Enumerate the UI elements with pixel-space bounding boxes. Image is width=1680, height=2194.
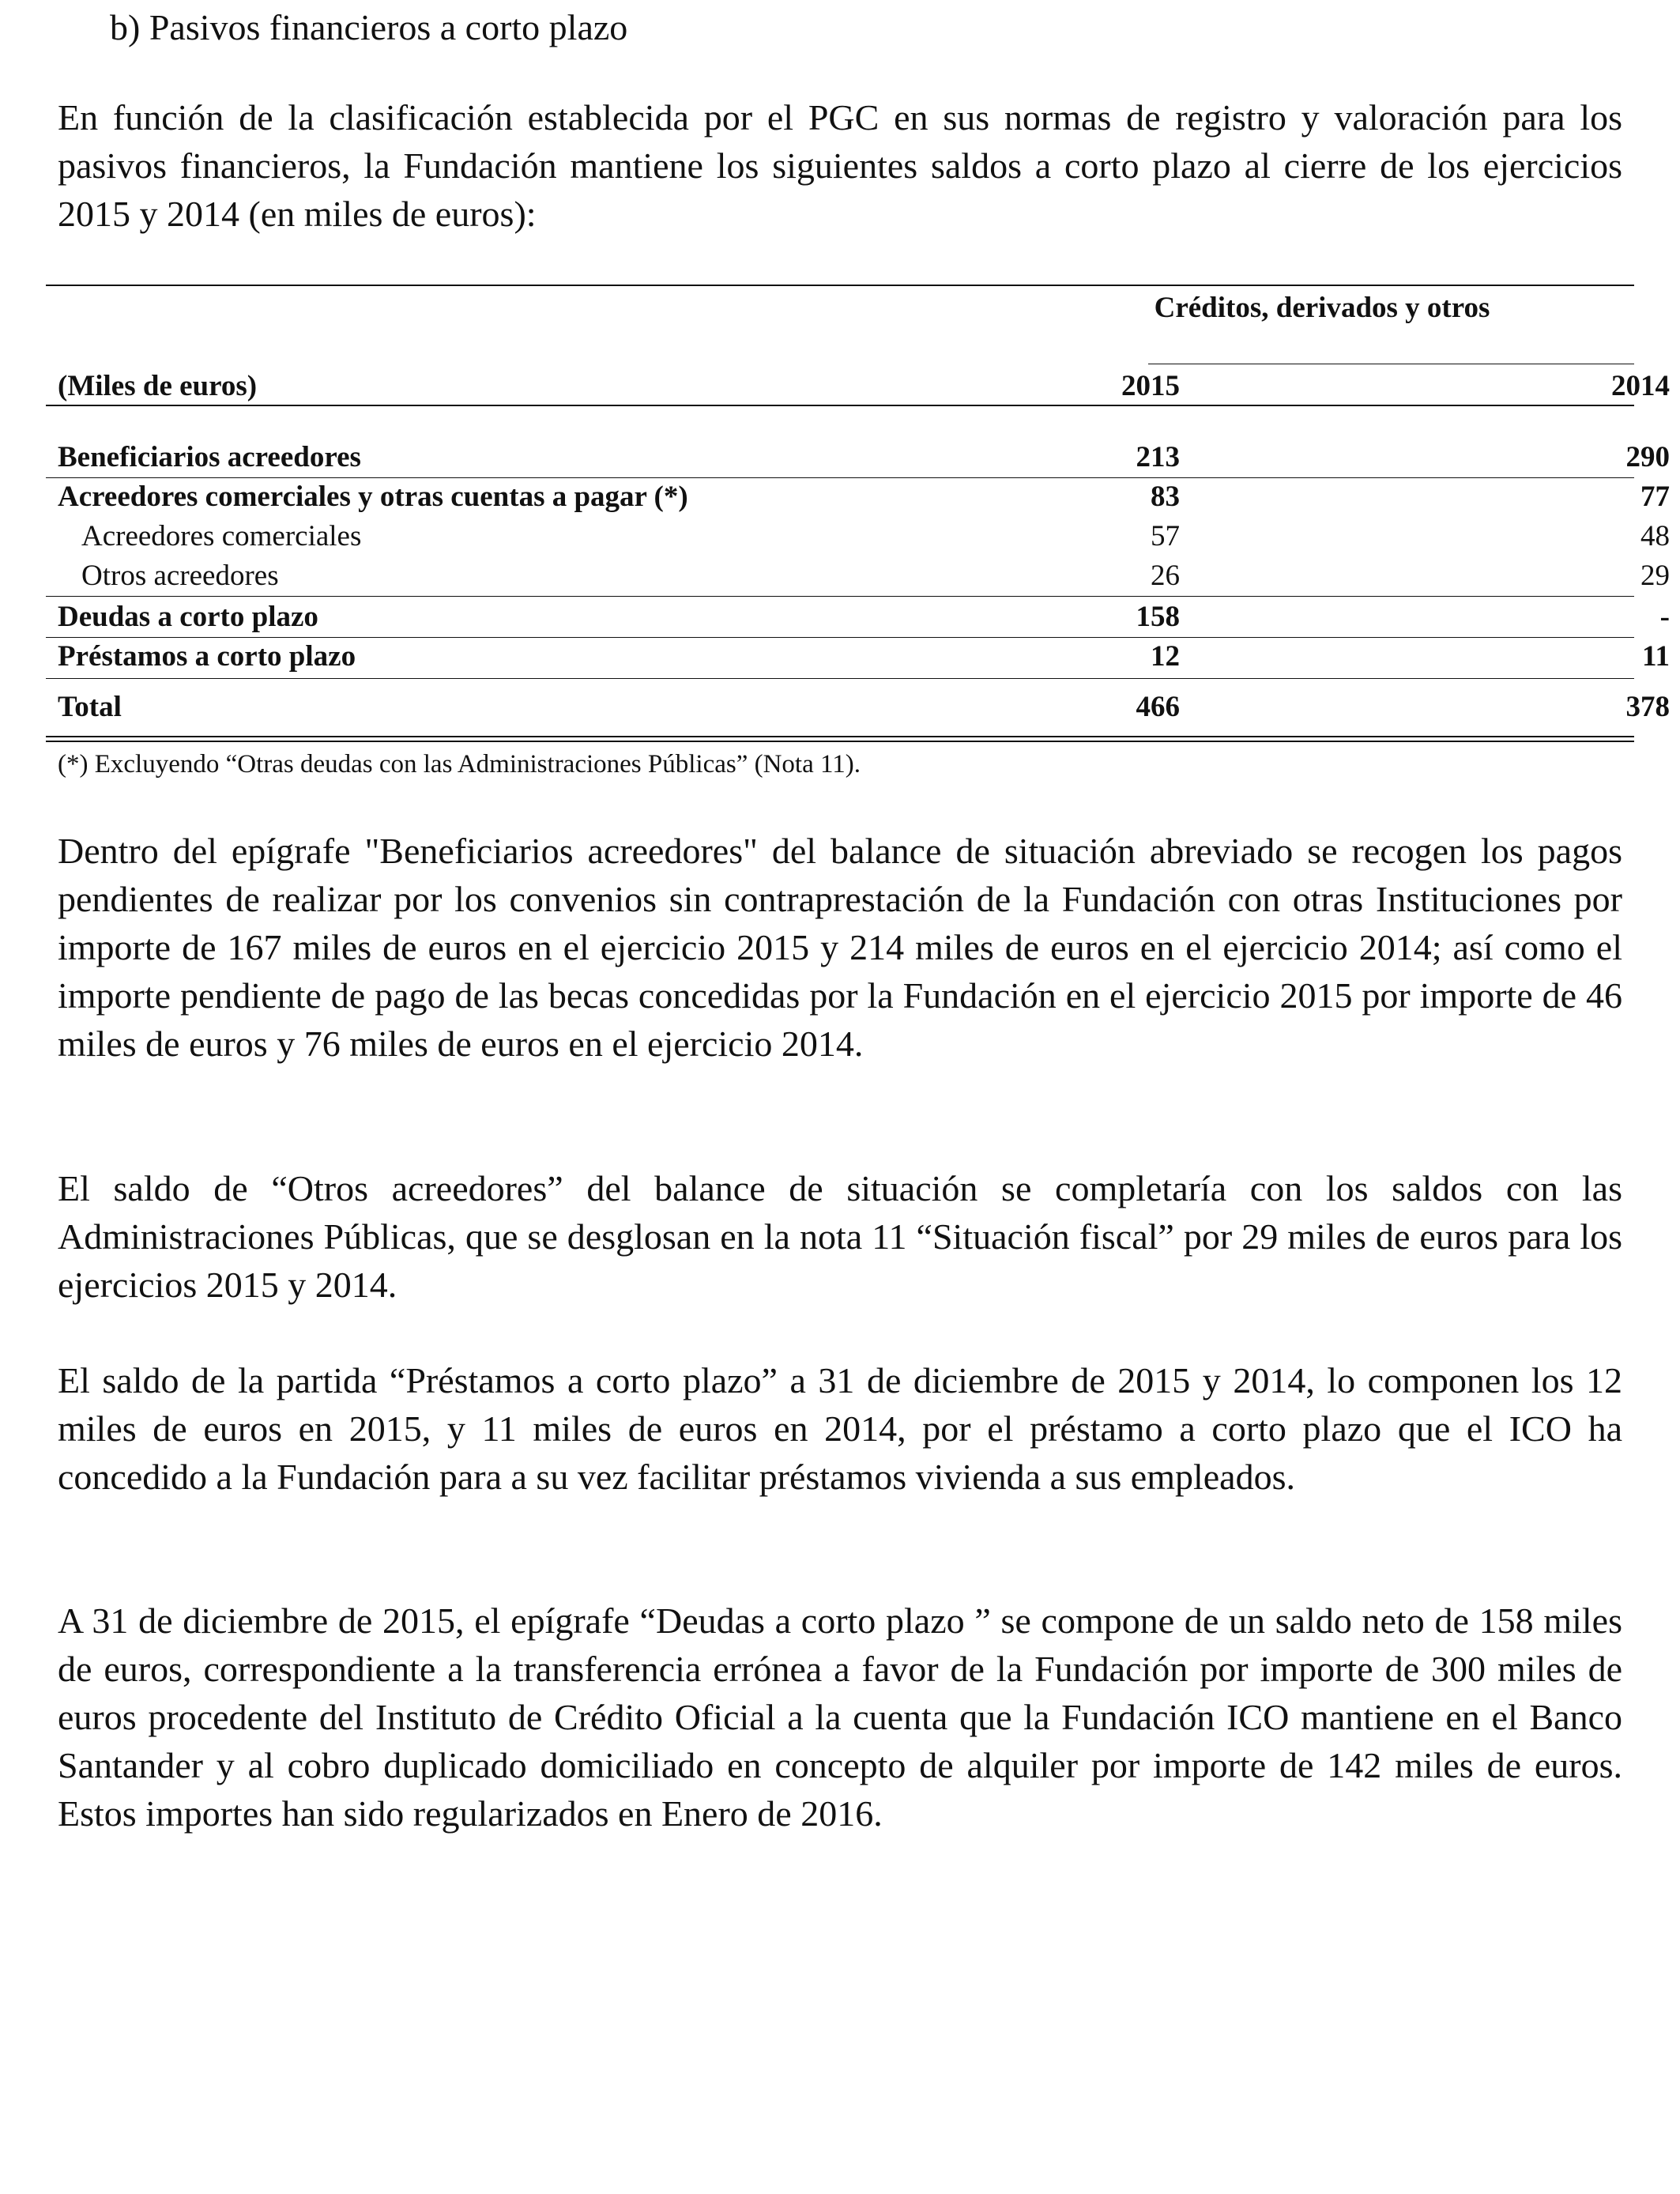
row-value-2015: 57 [1151,520,1180,552]
total-value-2014: 378 [1625,691,1670,723]
table-top-rule [46,285,1634,286]
header-bottom-rule [46,405,1634,406]
paragraph-deudas: A 31 de diciembre de 2015, el epígrafe “Deudas a corto plazo ” se compone de un saldo neto de 158 miles de euros, correspondiente a la transferencia errónea a favor de la Fundación por importe de 300 miles de euros procedente del Instituto de Crédito Oficial a la cuenta que la Fundación ICO mantiene en el Banco Santander y al cobro duplicado domiciliado en concepto de alquiler por importe de 142 miles de euros. Estos importes han sido regularizados en Enero de 2016. [58,1600,1622,1834]
row-label: Otros acreedores [81,560,279,592]
row-label: Acreedores comerciales y otras cuentas a pagar (*) [58,481,688,513]
intro-paragraph: En función de la clasificación establecida por el PGC en sus normas de registro y valoración para los pasivos financieros, la Fundación mantiene los siguientes saldos a corto plazo al cierre de los ejercicios 2015 y 2014 (en miles de euros): [58,97,1622,234]
total-double-rule-top [46,736,1634,737]
table-footnote: (*) Excluyendo “Otras deudas con las Administraciones Públicas” (Nota 11). [58,750,861,778]
row-divider [46,596,1634,597]
column-header-2014: 2014 [1611,370,1670,402]
paragraph-prestamos: El saldo de la partida “Préstamos a corto plazo” a 31 de diciembre de 2015 y 2014, lo componen los 12 miles de euros en 2015, y 11 miles de euros en 2014, por el préstamo a corto plazo que el ICO ha concedido a la Fundación para a su vez facilitar préstamos vivienda a sus empleados. [58,1360,1622,1497]
paragraph-otros-acreedores: El saldo de “Otros acreedores” del balance de situación se completaría con los saldos con las Administraciones Públicas, que se desglosan en la nota 11 “Situación fiscal” por 29 miles de euros para los ejercicios 2015 y 2014. [58,1168,1622,1305]
row-value-2015: 213 [1136,441,1180,473]
row-value-2014: 77 [1640,481,1670,513]
paragraph-beneficiarios: Dentro del epígrafe "Beneficiarios acreedores" del balance de situación abreviado se recogen los pagos pendientes de realizar por los convenios sin contraprestación de la Fundación con otras Instituciones por importe de 167 miles de euros en el ejercicio 2015 y 214 miles de euros en el ejercicio 2014; así como el importe pendiente de pago de las becas concedidas por la Fundación en el ejercicio 2015 por importe de 46 miles de euros y 76 miles de euros en el ejercicio 2014. [58,831,1622,1064]
row-label: Beneficiarios acreedores [58,441,361,473]
unit-label: (Miles de euros) [58,370,258,402]
row-value-2014: - [1659,601,1670,633]
group-header: Créditos, derivados y otros [1154,292,1490,324]
row-value-2014: 11 [1642,640,1670,673]
financial-liabilities-table [46,285,1670,743]
row-value-2014: 29 [1640,560,1670,592]
row-value-2015: 26 [1151,560,1180,592]
row-value-2015: 12 [1151,640,1180,673]
total-label: Total [58,691,122,723]
row-label: Acreedores comerciales [81,520,362,552]
row-value-2015: 83 [1151,481,1180,513]
total-double-rule-bottom [46,741,1634,742]
row-value-2014: 290 [1625,441,1670,473]
row-label: Préstamos a corto plazo [58,640,356,673]
column-header-2015: 2015 [1121,370,1180,402]
section-heading: b) Pasivos financieros a corto plazo [110,7,628,47]
row-label: Deudas a corto plazo [58,601,318,633]
row-divider [46,678,1634,679]
row-value-2015: 158 [1136,601,1180,633]
total-value-2015: 466 [1136,691,1180,723]
row-value-2014: 48 [1640,520,1670,552]
